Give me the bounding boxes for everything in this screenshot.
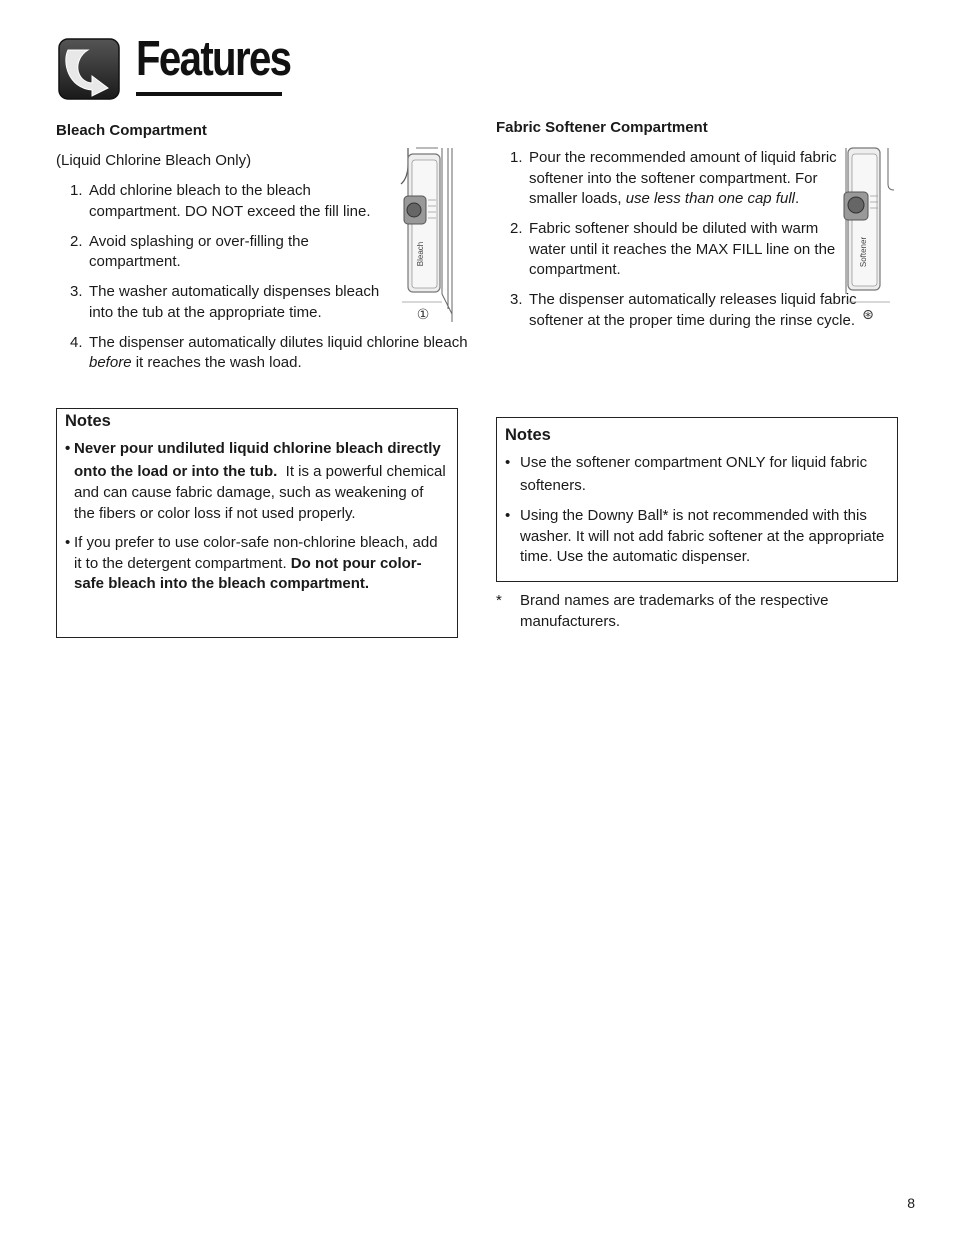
trademark-footnote: * Brand names are trademarks of the respective manufacturers. bbox=[496, 592, 829, 630]
list-item: • If you prefer to use color-safe non-chlorine bleach, add it to the detergent compartment. Do not pour color-safe bleach into the bleach compartment. bbox=[65, 534, 438, 592]
list-item: 3. The dispenser automatically releases liquid fabric softener at the proper time during the rinse cycle. bbox=[510, 291, 857, 329]
notes-heading: Notes bbox=[65, 412, 111, 430]
page-title: Features bbox=[136, 32, 291, 86]
notes-heading: Notes bbox=[505, 426, 551, 444]
title-underline bbox=[136, 92, 282, 96]
list-item: • Use the softener compartment ONLY for liquid fabric softeners. bbox=[505, 454, 868, 494]
softener-notes-box bbox=[496, 417, 898, 582]
list-item: 2. Fabric softener should be diluted with warm water until it reaches the MAX FILL line on the compartment. bbox=[510, 220, 836, 278]
list-item: 3. The washer automatically dispenses bleach into the tub at the appropriate time. bbox=[70, 283, 380, 321]
list-item: • Never pour undiluted liquid chlorine bleach directly onto the load or into the tub. It is a powerful chemical and can cause fabric damage, such as weakening of the fibers or color loss if not used properly. bbox=[65, 440, 446, 522]
bleach-notes-box bbox=[56, 408, 458, 638]
list-item: 4. The dispenser automatically dilutes liquid chlorine bleach before it reaches the wash load. bbox=[70, 333, 468, 371]
list-item: • Using the Downy Ball* is not recommended with this washer. It will not add fabric softener at the appropriate time. Use the automatic dispenser. bbox=[505, 507, 885, 565]
softener-heading: Fabric Softener Compartment bbox=[496, 119, 708, 136]
bleach-dispenser-illustration bbox=[398, 144, 456, 324]
bleach-subtitle: (Liquid Chlorine Bleach Only) bbox=[56, 152, 252, 169]
curved-arrow-icon bbox=[58, 38, 120, 100]
bleach-symbol: ① bbox=[416, 307, 430, 323]
bleach-label: Bleach bbox=[416, 241, 425, 267]
softener-symbol: ⊛ bbox=[862, 307, 874, 323]
softener-dispenser-illustration bbox=[840, 144, 896, 324]
list-item: 1. Add chlorine bleach to the bleach compartment. DO NOT exceed the fill line. bbox=[70, 182, 371, 220]
bleach-steps bbox=[70, 181, 468, 383]
page-number: 8 bbox=[907, 1195, 915, 1211]
bleach-heading: Bleach Compartment bbox=[56, 122, 207, 139]
softener-label: Softener bbox=[859, 236, 868, 268]
softener-steps bbox=[510, 148, 895, 341]
list-item: 2. Avoid splashing or over-filling the compartment. bbox=[70, 232, 309, 270]
list-item: 1. Pour the recommended amount of liquid fabric softener into the softener compartment. For smaller loads, use less than one cap full. bbox=[510, 149, 837, 207]
